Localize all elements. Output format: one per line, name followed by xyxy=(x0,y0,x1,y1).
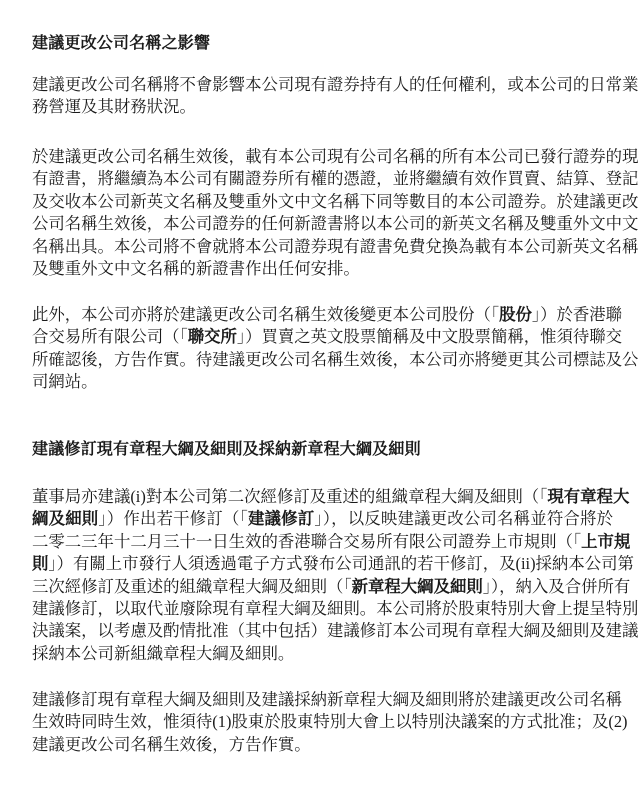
text-segment: 」），以反映建議更改公司名稱並符合將於 xyxy=(314,509,614,529)
defined-term: 則 xyxy=(32,554,49,574)
text-segment: 名稱出具。本公司將不會就將本公司證券現有證書免費兌換為載有本公司新英文名稱 xyxy=(32,236,638,256)
text-segment: 」）於香港聯 xyxy=(531,305,623,324)
text-line xyxy=(32,349,638,371)
text-segment: 二零二三年十二月三十一日生效的香港聯合交易所有限公司證券上市規則（「 xyxy=(32,531,582,551)
text-segment: 建議更改公司名稱生效後，方告作實。 xyxy=(32,734,311,754)
text-line xyxy=(32,553,634,575)
text-segment: 有證書，將繼續為本公司有關證券所有權的憑證，並將繼續有效作買賣、結算、登記 xyxy=(32,169,638,189)
text-segment: 於建議更改公司名稱生效後，載有本公司現有公司名稱的所有本公司已發行證券的現 xyxy=(32,147,638,166)
text-line xyxy=(32,689,623,711)
text-segment: 及雙重外文中文名稱的新證書作出任何安排。 xyxy=(32,258,360,278)
text-line xyxy=(32,508,613,530)
text-segment: 生效時同時生效，惟須待(1)股東於股東特別大會上以特別決議案的方式批准；及(2) xyxy=(32,712,628,732)
text-segment: 此外，本公司亦將於建議更改公司名稱生效後變更本公司股份（「 xyxy=(32,305,500,324)
paragraph xyxy=(32,146,638,280)
text-segment: 建議修訂，以取代並廢除現有章程大綱及細則。本公司將於股東特別大會上提呈特別 xyxy=(32,598,638,618)
text-segment: 採納本公司新組織章程大綱及細則。 xyxy=(32,643,295,663)
text-line xyxy=(32,96,613,118)
paragraph xyxy=(32,689,628,756)
text-segment: 三次經修訂及重述的組織章程大綱及細則（「 xyxy=(32,576,352,596)
text-line xyxy=(32,146,638,168)
text-segment: 合交易所有限公司（「 xyxy=(32,327,188,347)
text-segment: 」）買賣之英文股票簡稱及中文股票簡稱，惟須待聯交 xyxy=(236,327,623,347)
text-line xyxy=(32,620,638,642)
text-line xyxy=(32,576,631,598)
text-line xyxy=(32,711,628,733)
text-segment: 建議更改公司名稱將不會影響本公司現有證券持有人的任何權利，或本公司的日常業 xyxy=(32,75,638,94)
text-line xyxy=(32,213,638,235)
text-segment: 公司名稱生效後，本公司證券的任何新證書將以本公司的新英文名稱及雙重外文中文 xyxy=(32,214,638,234)
section-heading-articles-amendment: 建議修訂現有章程大綱及細則及採納新章程大綱及細則 xyxy=(32,441,421,458)
text-segment: 及交收本公司新英文名稱及雙重外文中文名稱下同等數目的本公司證券。於建議更改 xyxy=(32,191,638,211)
defined-term: 綱及細則 xyxy=(32,509,99,529)
defined-term: 建議修訂 xyxy=(247,509,315,529)
defined-term: 上市規 xyxy=(581,531,631,551)
paragraph xyxy=(32,74,638,119)
text-segment: 」），納入及合併所有 xyxy=(482,576,631,596)
paragraph xyxy=(32,304,638,394)
text-line xyxy=(32,531,631,553)
text-segment: 所確認後，方告作實。待建議更改公司名稱生效後，本公司亦將變更其公司標誌及公 xyxy=(32,349,638,369)
text-segment: 」）有關上市發行人須透過電子方式發布公司通訊的若干修訂，及(ii)採納本公司第 xyxy=(48,554,634,574)
text-segment: 決議案，以考慮及酌情批准（其中包括）建議修訂本公司現有章程大綱及細則及建議 xyxy=(32,621,638,641)
text-segment: 務營運及其財務狀況。 xyxy=(32,97,196,117)
defined-term: 新章程大綱及細則 xyxy=(351,576,483,596)
defined-term: 聯交所 xyxy=(187,327,237,347)
text-line xyxy=(32,486,630,508)
text-line xyxy=(32,74,638,96)
text-line xyxy=(32,236,638,258)
text-segment: 」）作出若干修訂（「 xyxy=(98,509,248,529)
text-line xyxy=(32,598,638,620)
text-line xyxy=(32,304,623,326)
text-line xyxy=(32,643,613,665)
paragraph xyxy=(32,486,638,665)
defined-term: 股份 xyxy=(499,305,532,324)
text-segment: 司網站。 xyxy=(32,372,98,392)
text-segment: 董事局亦建議(i)對本公司第二次經修訂及重述的組織章程大綱及細則（「 xyxy=(32,487,548,506)
text-line xyxy=(32,258,613,280)
text-line xyxy=(32,734,613,756)
defined-term: 現有章程大 xyxy=(547,487,630,506)
text-line xyxy=(32,168,638,190)
section-heading-name-change-effect: 建議更改公司名稱之影響 xyxy=(32,35,211,52)
text-line xyxy=(32,371,613,393)
text-line xyxy=(32,326,623,348)
text-line xyxy=(32,191,638,213)
text-segment: 建議修訂現有章程大綱及細則及建議採納新章程大綱及細則將於建議更改公司名稱 xyxy=(32,690,623,709)
